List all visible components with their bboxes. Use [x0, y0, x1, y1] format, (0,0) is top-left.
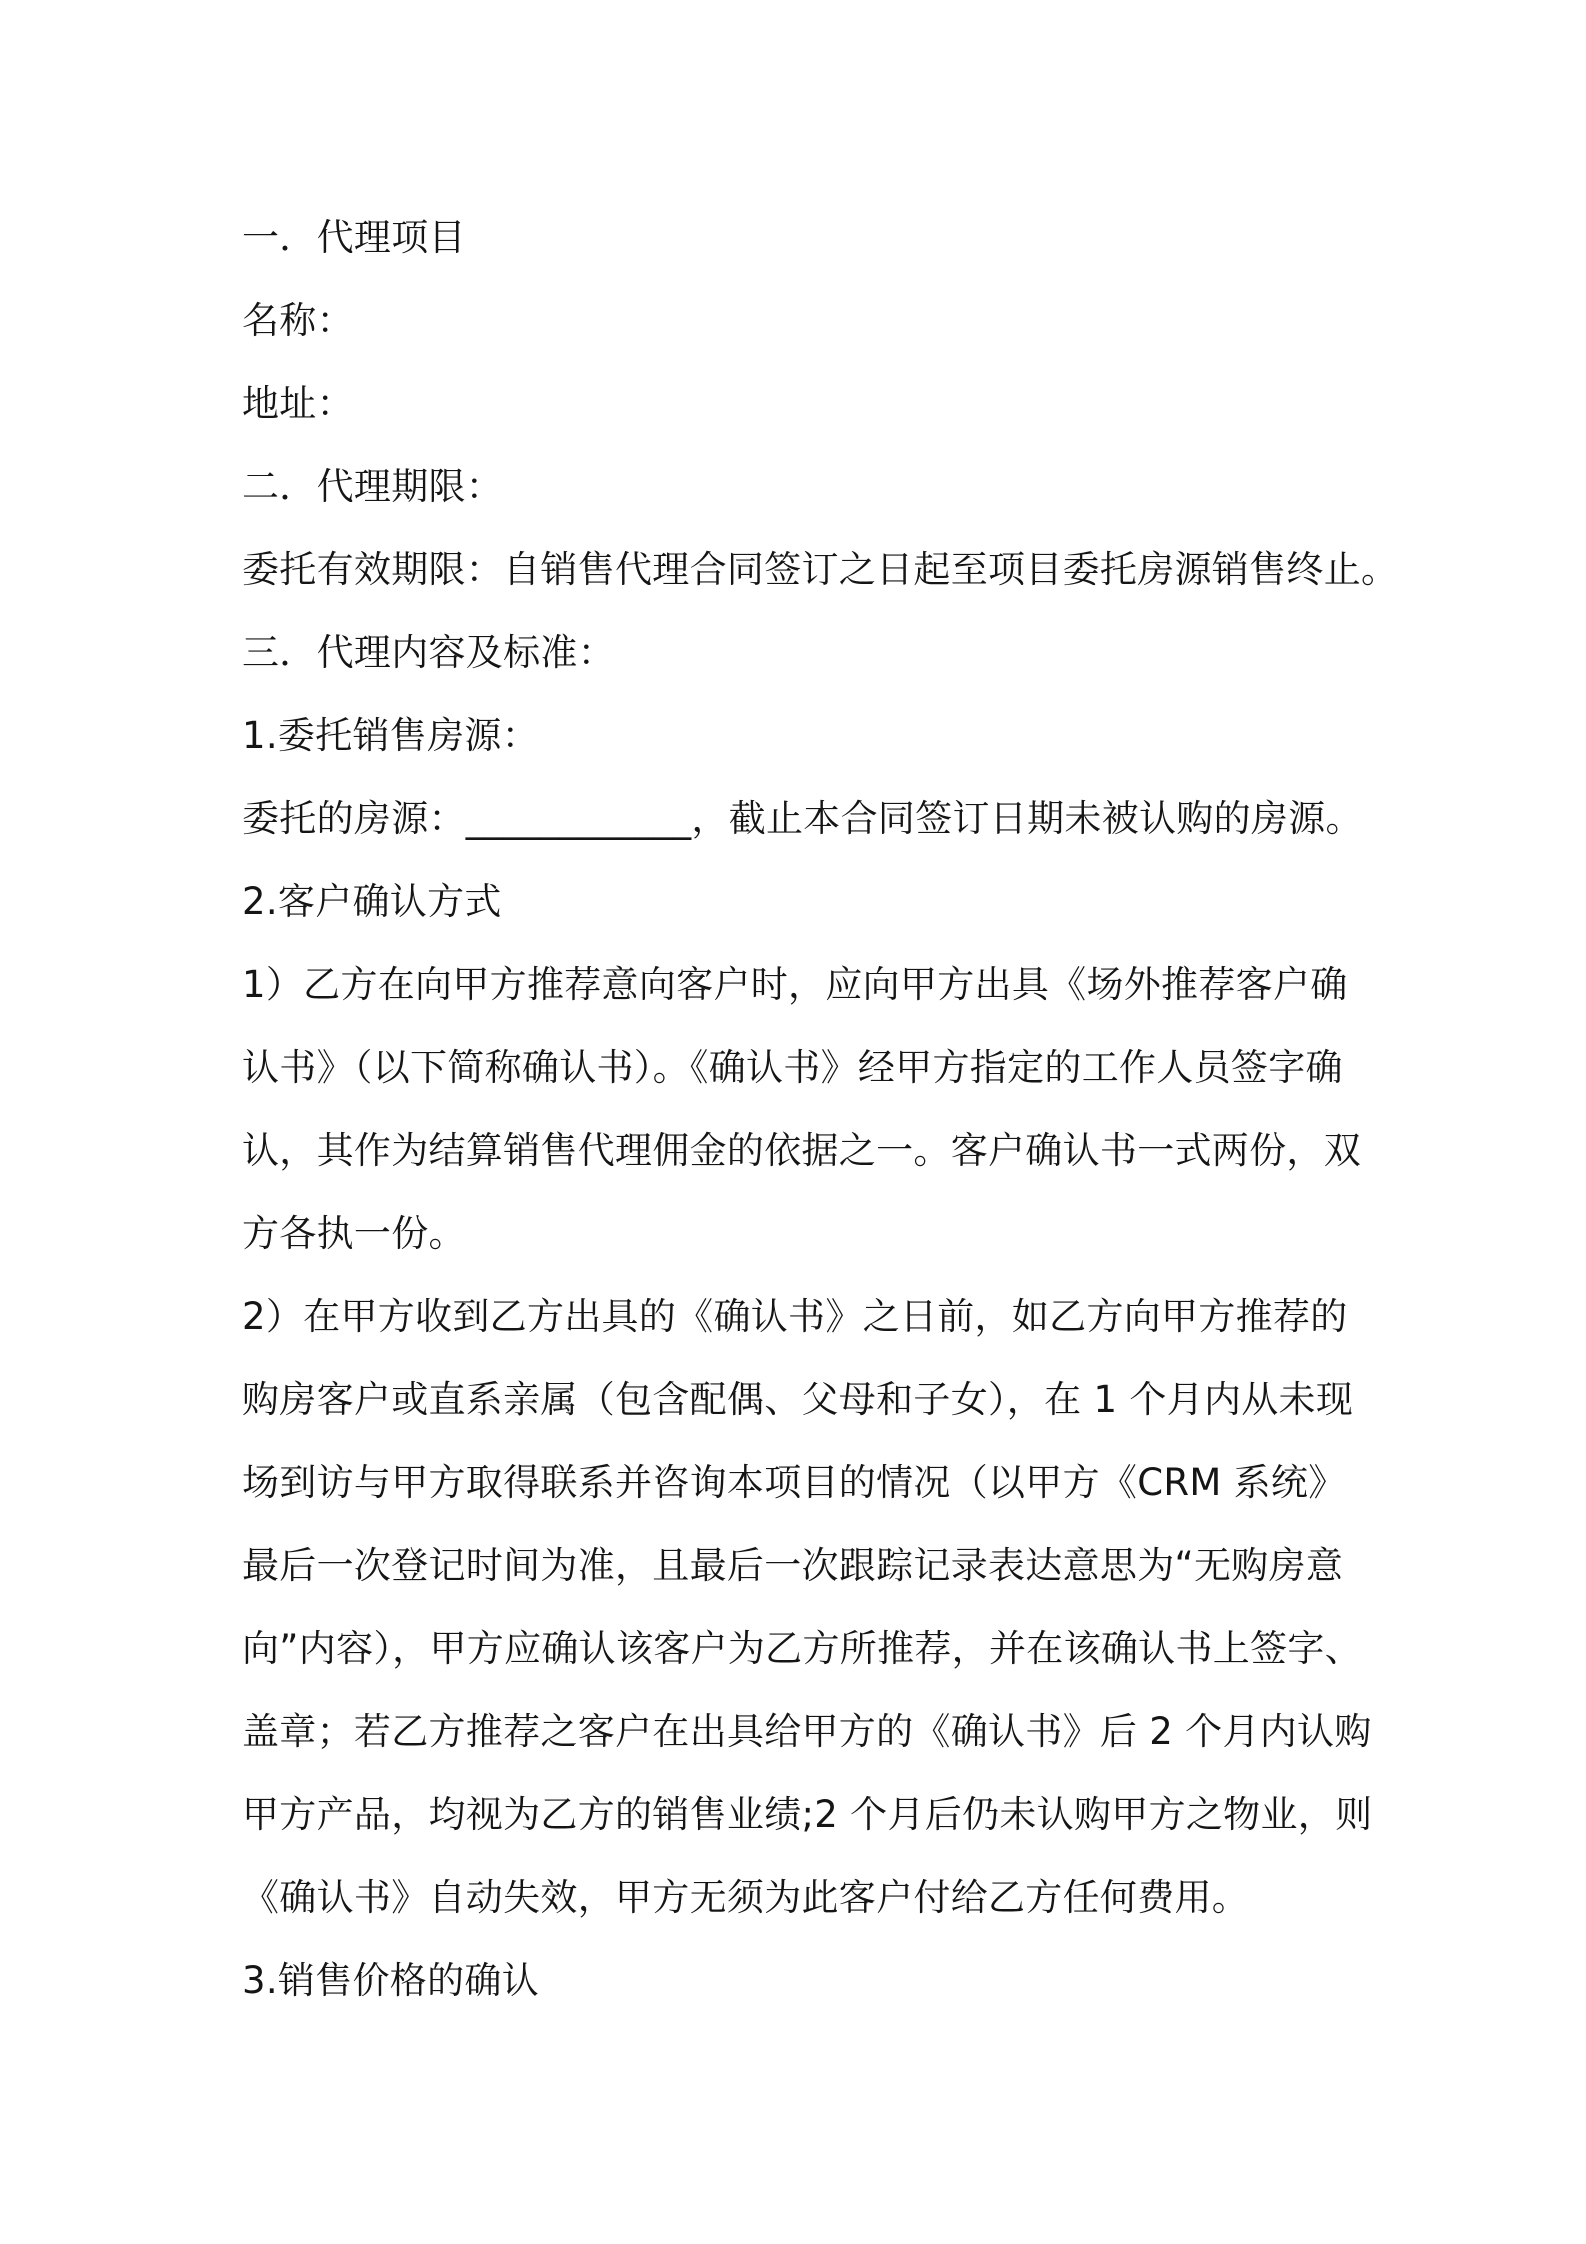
paragraph-line: 《确认书》自动失效，甲方无须为此客户付给乙方任何费用。 — [242, 1876, 1250, 1919]
paragraph-line: 1）乙方在向甲方推荐意向客户时，应向甲方出具《场外推荐客户确 — [242, 963, 1348, 1006]
field-name-label: 名称： — [242, 299, 354, 342]
section-heading-agency-content: 三．代理内容及标准： — [242, 631, 615, 674]
paragraph-line: 委托的房源：____________，截止本合同签订日期未被认购的房源。 — [242, 797, 1363, 840]
paragraph-line: 认，其作为结算销售代理佣金的依据之一。客户确认书一式两份，双 — [242, 1129, 1361, 1172]
paragraph-line: 最后一次登记时间为准，且最后一次跟踪记录表达意思为“无购房意 — [242, 1544, 1344, 1587]
paragraph-line: 2）在甲方收到乙方出具的《确认书》之日前，如乙方向甲方推荐的 — [242, 1295, 1348, 1338]
paragraph-line: 方各执一份。 — [242, 1212, 466, 1255]
paragraph-line: 委托有效期限：自销售代理合同签订之日起至项目委托房源销售终止。 — [242, 548, 1399, 591]
section-heading-agency-project: 一．代理项目 — [242, 216, 466, 259]
subsection-heading: 3.销售价格的确认 — [242, 1959, 540, 2002]
subsection-heading: 2.客户确认方式 — [242, 880, 502, 923]
paragraph-line: 盖章；若乙方推荐之客户在出具给甲方的《确认书》后 2 个月内认购 — [242, 1710, 1372, 1753]
document-body — [242, 196, 1399, 2022]
section-heading-agency-term: 二．代理期限： — [242, 465, 504, 508]
paragraph-line: 购房客户或直系亲属（包含配偶、父母和子女），在 1 个月内从未现 — [242, 1378, 1354, 1421]
subsection-heading: 1.委托销售房源： — [242, 714, 540, 757]
paragraph-line: 向”内容），甲方应确认该客户为乙方所推荐，并在该确认书上签字、 — [242, 1627, 1362, 1670]
paragraph-line: 甲方产品，均视为乙方的销售业绩;2 个月后仍未认购甲方之物业，则 — [242, 1793, 1373, 1836]
paragraph-line: 场到访与甲方取得联系并咨询本项目的情况（以甲方《CRM 系统》 — [242, 1461, 1346, 1504]
paragraph-line: 认书》（以下简称确认书）。《确认书》经甲方指定的工作人员签字确 — [242, 1046, 1343, 1089]
field-address-label: 地址： — [242, 382, 354, 425]
